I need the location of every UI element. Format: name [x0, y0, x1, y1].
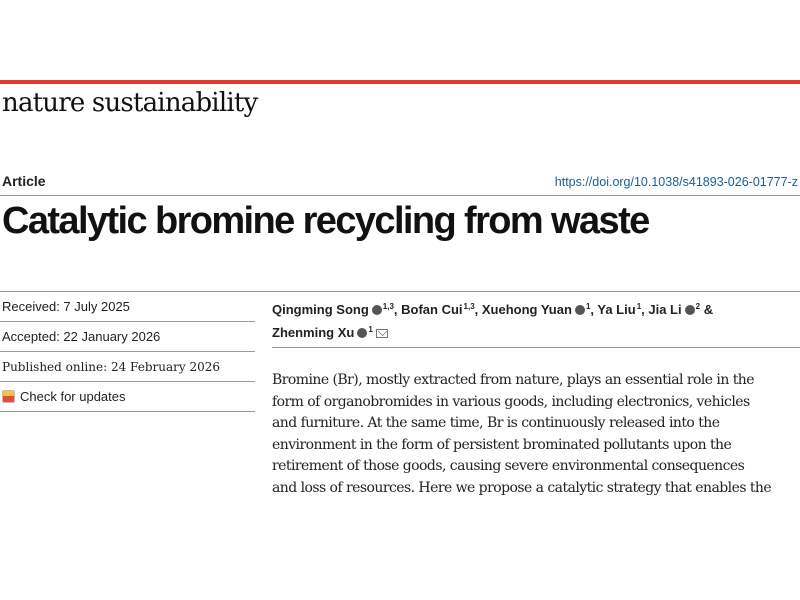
author-name[interactable]: Jia Li [648, 302, 682, 317]
abstract-line: Bromine (Br), mostly extracted from nature, plays an essential role in the [272, 372, 754, 388]
author-list [272, 297, 792, 343]
author-separator: & [700, 302, 714, 317]
journal-name[interactable]: nature sustainability [2, 88, 258, 118]
author-name[interactable]: Zhenming Xu [272, 325, 355, 340]
header-accent-rule [0, 80, 800, 84]
affiliation-marker[interactable]: 2 [695, 302, 701, 311]
affiliation-marker[interactable]: 1,3 [382, 302, 394, 311]
orcid-icon[interactable] [575, 305, 585, 315]
abstract-line: form of organobromides in various goods, including electronics, vehicles [272, 393, 750, 410]
abstract-line: and loss of resources. Here we propose a catalytic strategy that enables the [272, 479, 772, 496]
author-name[interactable]: Xuehong Yuan [481, 302, 572, 317]
abstract [272, 370, 792, 499]
article-history [0, 292, 255, 412]
abstract-line: and furniture. At the same time, Br is continuously released into the [272, 415, 720, 431]
abstract-line: retirement of those goods, causing severe environmental consequences [272, 458, 745, 474]
published-date: Published online: 24 February 2026 [0, 352, 255, 382]
divider [272, 347, 800, 348]
orcid-icon[interactable] [372, 305, 382, 315]
abstract-line: environment in the form of persistent brominated pollutants upon the [272, 436, 732, 453]
article-type: Article [2, 173, 46, 189]
mail-icon[interactable] [376, 329, 388, 338]
orcid-icon[interactable] [685, 305, 695, 315]
received-date: Received: 7 July 2025 [0, 292, 255, 322]
author-separator: , [393, 302, 402, 317]
affiliation-marker[interactable]: 1 [368, 325, 373, 334]
check-updates-label: Check for updates [20, 389, 126, 404]
affiliation-marker[interactable]: 1 [585, 302, 591, 311]
orcid-icon[interactable] [357, 328, 367, 338]
author-separator: , [474, 302, 482, 317]
check-updates-icon [2, 390, 15, 403]
author-name[interactable]: Ya Liu [597, 302, 636, 317]
author-separator: , [590, 302, 598, 317]
author-name[interactable]: Qingming Song [272, 302, 369, 317]
accepted-date: Accepted: 22 January 2026 [0, 322, 255, 352]
affiliation-marker[interactable]: 1 [636, 302, 642, 311]
article-title: Catalytic bromine recycling from waste [2, 200, 649, 242]
affiliation-marker[interactable]: 1,3 [463, 302, 475, 311]
author-separator: , [641, 302, 649, 317]
author-name[interactable]: Bofan Cui [401, 302, 463, 317]
doi-link[interactable]: https://doi.org/10.1038/s41893-026-01777-z [554, 175, 798, 189]
check-updates-button[interactable] [0, 382, 255, 412]
